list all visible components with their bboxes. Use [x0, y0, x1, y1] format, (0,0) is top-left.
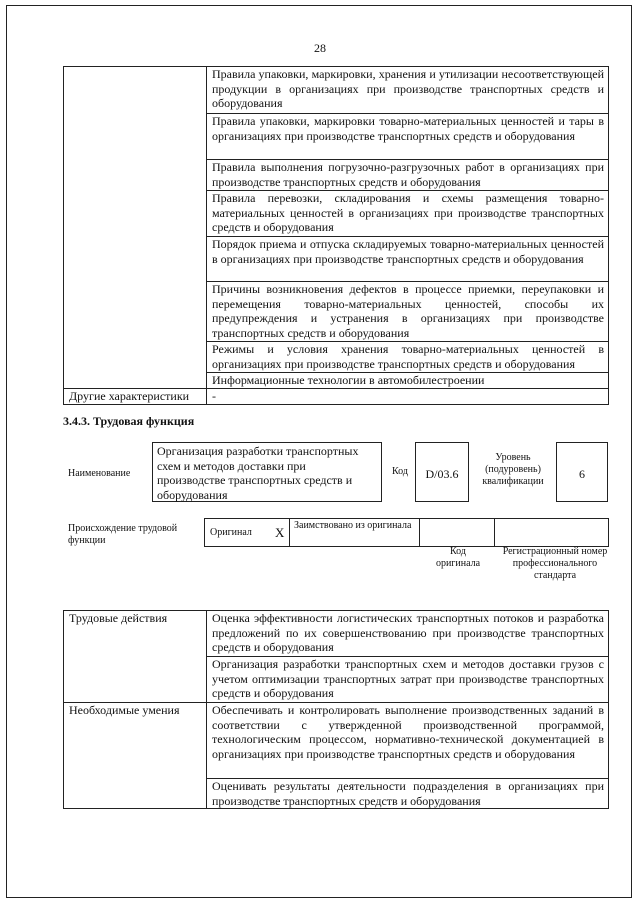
function-name-value: Организация разработки транспортных схем и методов доставки при производстве транспортных средств и оборудования — [152, 442, 382, 502]
knowledge-item: Режимы и условия хранения товарно-материальных ценностей в организациях при производстве транспортных средств и оборудования — [207, 342, 609, 373]
borrowed-label: Заимствовано из оригинала — [294, 520, 412, 531]
skill-item: Обеспечивать и контролировать выполнение производственных заданий в соответствии с утвержденной производственной программой, технологическим процессом, нормативно-технической документацией в организациях при производстве транспортных средств и оборудования — [207, 703, 609, 779]
code-label: Код — [392, 466, 408, 477]
labor-action-item: Организация разработки транспортных схем и методов доставки грузов с учетом оптимизации транспортных затрат при производстве транспортных средств и оборудования — [207, 657, 609, 703]
knowledge-item: Правила упаковки, маркировки товарно-материальных ценностей и тары в организациях при производстве транспортных средств и оборудования — [207, 114, 609, 160]
qualification-level-value: 6 — [556, 442, 608, 502]
divider — [419, 518, 420, 547]
other-characteristics-label: Другие характеристики — [64, 389, 207, 405]
other-characteristics-value: - — [207, 389, 609, 405]
qualification-level-label: Уровень (подуровень) квалификации — [482, 452, 544, 487]
origin-label: Происхождение трудовой функции — [68, 523, 178, 546]
divider — [494, 518, 495, 547]
section-title: 3.4.3. Трудовая функция — [63, 414, 195, 428]
registration-number-caption: Регистрационный номер профессионального стандарта — [502, 546, 608, 581]
original-label: Оригинал — [210, 527, 252, 538]
labor-function-table — [63, 610, 609, 809]
knowledge-table — [63, 66, 609, 405]
knowledge-item: Правила упаковки, маркировки, хранения и утилизации несоответствующей продукции в организациях при производстве транспортных средств и оборудования — [207, 67, 609, 114]
labor-actions-label: Трудовые действия — [64, 611, 207, 657]
knowledge-item: Информационные технологии в автомобилестроении — [207, 373, 609, 389]
required-knowledge-label-cell — [64, 67, 207, 114]
name-label: Наименование — [68, 468, 131, 479]
knowledge-item: Причины возникновения дефектов в процессе приемки, переупаковки и перемещения товарно-материальных ценностей, способы их предупреждения и устранения в организациях при производстве транспортных средств и оборудования — [207, 282, 609, 342]
labor-action-item: Оценка эффективности логистических транспортных потоков и разработка предложений по их совершенствованию при производстве транспортных средств и оборудования — [207, 611, 609, 657]
original-mark: X — [275, 525, 285, 540]
knowledge-item: Правила выполнения погрузочно-разгрузочных работ в организациях при производстве транспортных средств и оборудования — [207, 160, 609, 191]
knowledge-item: Порядок приема и отпуска складируемых товарно-материальных ценностей в организациях при производстве транспортных средств и оборудования — [207, 237, 609, 282]
knowledge-item: Правила перевозки, складирования и схемы размещения товарно-материальных ценностей в организациях при производстве транспортных средств и оборудования — [207, 191, 609, 237]
function-code-value: D/03.6 — [415, 442, 469, 502]
skill-item: Оценивать результаты деятельности подразделения в организациях при производстве транспортных средств и оборудования — [207, 779, 609, 809]
required-skills-label: Необходимые умения — [64, 703, 207, 779]
original-code-caption: Код оригинала — [435, 546, 481, 569]
divider — [289, 518, 290, 547]
page-number: 28 — [314, 41, 326, 55]
